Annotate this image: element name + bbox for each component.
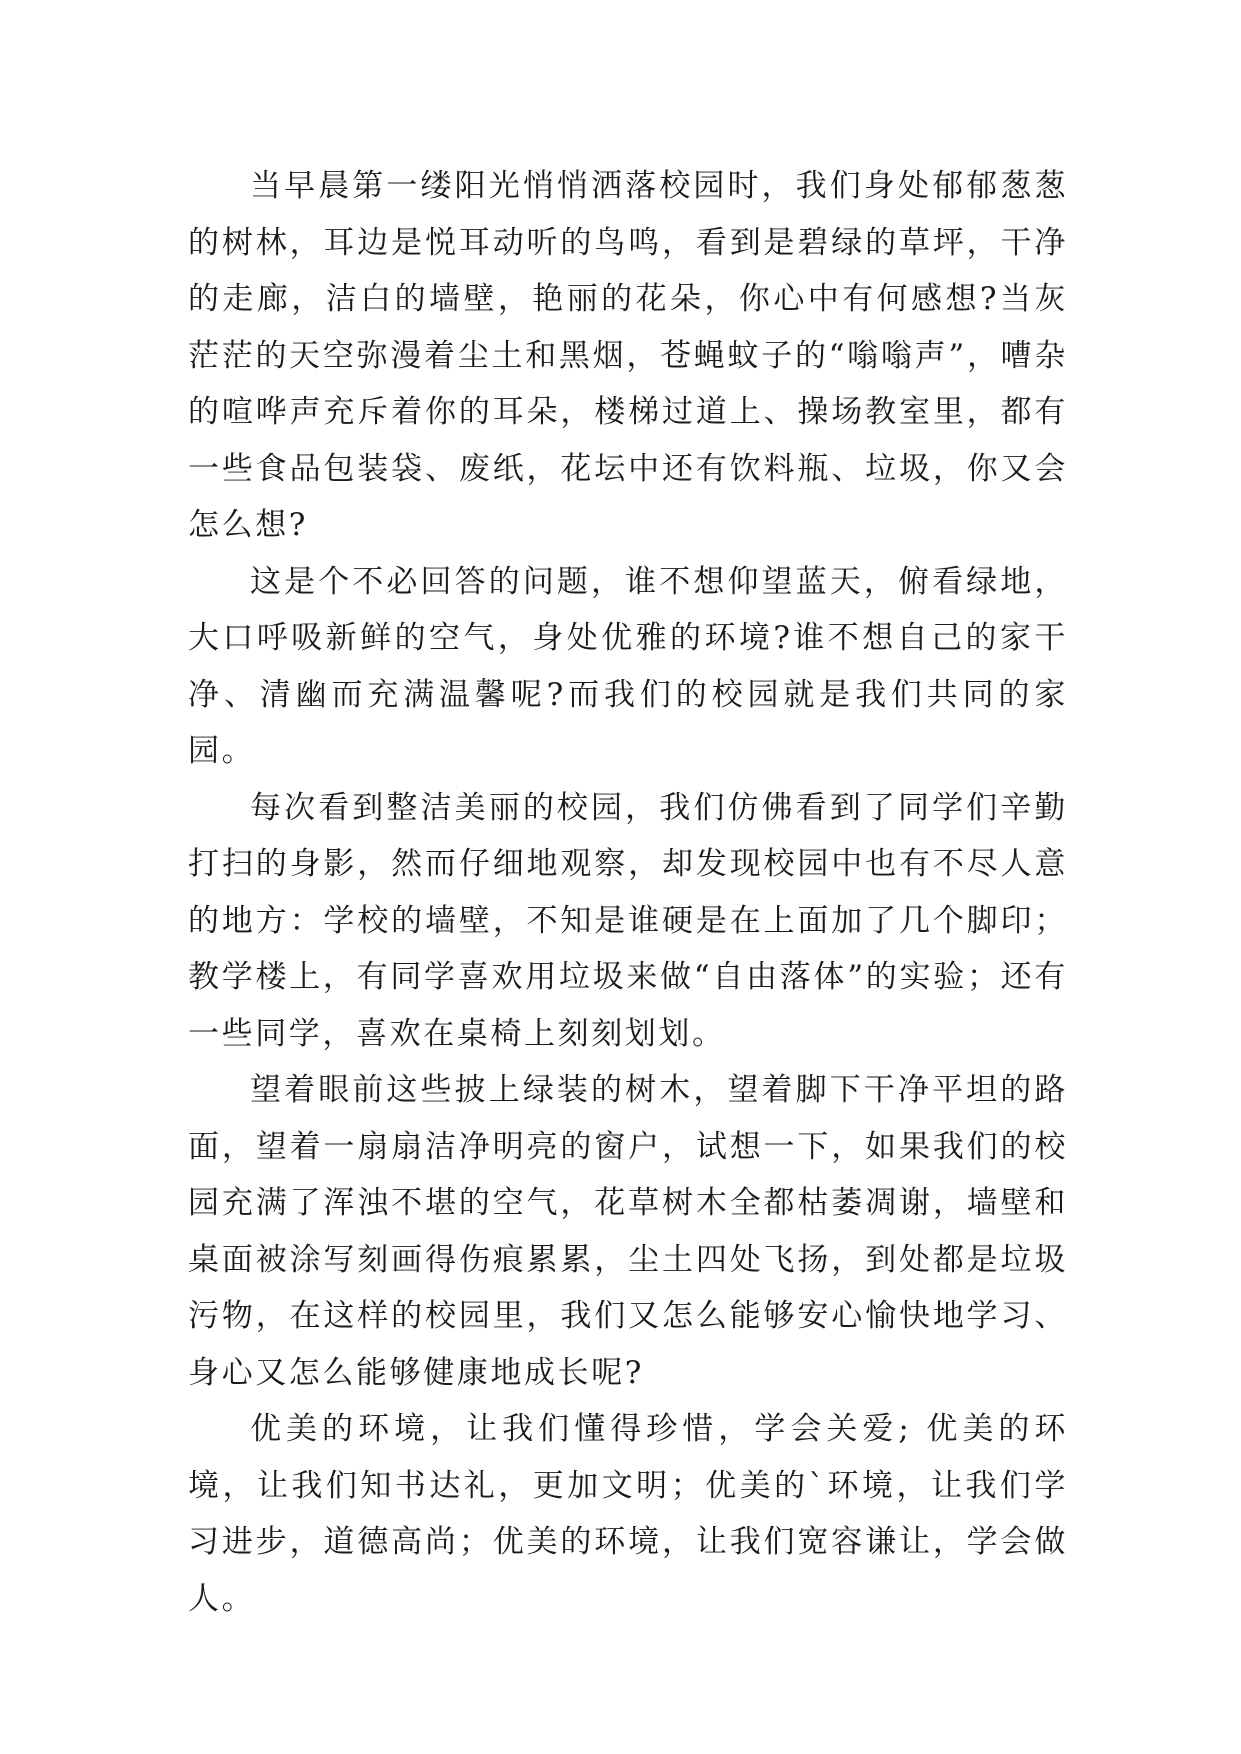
paragraph-2: 这是个不必回答的问题，谁不想仰望蓝天，俯看绿地，大口呼吸新鲜的空气，身处优雅的环境?谁不想自己的家干净、清幽而充满温馨呢?而我们的校园就是我们共同的家园。 (188, 563, 1068, 769)
paragraph-4: 望着眼前这些披上绿装的树木，望着脚下干净平坦的路面，望着一扇扇洁净明亮的窗户，试想一下，如果我们的校园充满了浑浊不堪的空气，花草树木全都枯萎凋谢，墙壁和桌面被涂写刻画得伤痕累累，尘土四处飞扬，到处都是垃圾污物，在这样的校园里，我们又怎么能够安心愉快地学习、身心又怎么能够健康地成长呢? (188, 1072, 1068, 1391)
document-body (188, 158, 1068, 1627)
paragraph-5: 优美的环境，让我们懂得珍惜，学会关爱; 优美的环境，让我们知书达礼，更加文明；优美的`环境，让我们学习进步，道德高尚；优美的环境，让我们宽容谦让，学会做人。 (188, 1411, 1068, 1617)
paragraph-3: 每次看到整洁美丽的校园，我们仿佛看到了同学们辛勤打扫的身影，然而仔细地观察，却发现校园中也有不尽人意的地方：学校的墙壁，不知是谁硬是在上面加了几个脚印；教学楼上，有同学喜欢用垃圾来做“自由落体”的实验；还有一些同学，喜欢在桌椅上刻刻划划。 (188, 789, 1068, 1052)
paragraph-1: 当早晨第一缕阳光悄悄洒落校园时，我们身处郁郁葱葱的树林，耳边是悦耳动听的鸟鸣，看到是碧绿的草坪，干净的走廊，洁白的墙壁，艳丽的花朵，你心中有何感想?当灰茫茫的天空弥漫着尘土和黑烟，苍蝇蚊子的“嗡嗡声”，嘈杂的喧哗声充斥着你的耳朵，楼梯过道上、操场教室里，都有一些食品包装袋、废纸，花坛中还有饮料瓶、垃圾，你又会怎么想? (188, 168, 1068, 543)
